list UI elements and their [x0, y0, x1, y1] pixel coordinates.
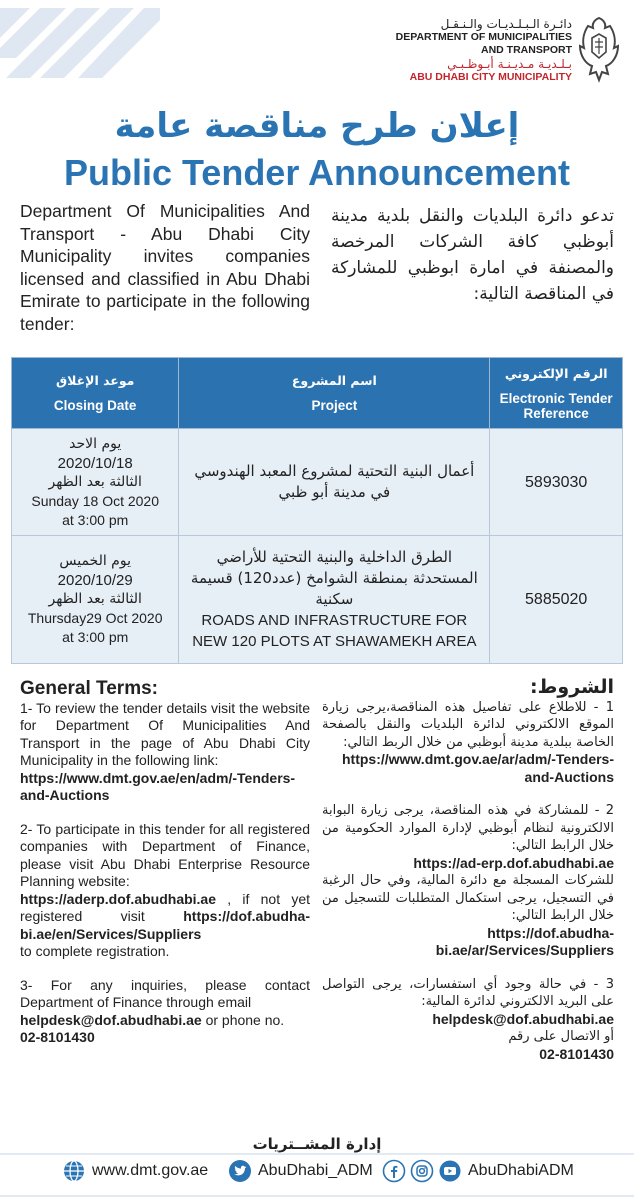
term-2-en: 2- To participate in this tender for all registered companies with Department of Finance, please visit Abu Dhabi Enterprise Resource Planning website: https://aderp.dof.abudhabi.ae , if not yet registered visit https://dof.abudha-bi.ae/en/Services/Suppliers to complete registration. [20, 820, 310, 959]
footer-twitter[interactable] [228, 1159, 373, 1183]
city-name-en: ABU DHABI CITY MUNICIPALITY [409, 70, 572, 83]
terms-heading-ar: الشروط: [530, 676, 614, 698]
footer-social[interactable] [382, 1159, 574, 1183]
title-en: Public Tender Announcement [63, 152, 571, 193]
suppliers-link-ar[interactable]: https://dof.abudha-bi.ae/ar/Services/Suppliers [435, 924, 614, 958]
erp-link-en[interactable]: https://aderp.dof.abudhabi.ae [20, 890, 217, 907]
closing-date-cell: يوم الخميس 2020/10/29 الثالثة بعد الظهر Thursday29 Oct 2020 at 3:00 pm [12, 536, 179, 664]
email-link-ar[interactable]: helpdesk@dof.abudhabi.ae [432, 1010, 614, 1027]
term-1-ar: 1 - للاطلاع على تفاصيل هذه المناقصة،يرجى زيارة الموقع الالكتروني لدائرة البلديات والنقل بالصفحة الخاصة ببلدية مدينة أبوظبي من خلال الربط التالي: https://www.dmt.gov.ae/ar/adm/-Tenders-and-Auctions [322, 699, 614, 785]
term-3-ar: 3 - في حالة وجود أي استفسارات، يرجى التواصل على البريد الالكتروني لدائرة المالية: helpdesk@dof.abudhabi.ae أو الاتصال على رقم 02-8101430 [322, 976, 614, 1062]
dept-name-en-1: DEPARTMENT OF MUNICIPALITIES [395, 31, 572, 44]
tenders-link-en[interactable]: https://www.dmt.gov.ae/en/adm/-Tenders-and-Auctions [20, 769, 296, 803]
falcon-emblem-icon [576, 14, 622, 86]
closing-date-cell: يوم الاحد 2020/10/18 الثالثة بعد الظهر Sunday 18 Oct 2020 at 3:00 pm [12, 429, 179, 536]
facebook-icon [382, 1159, 406, 1183]
header-reference: الرقم الإلكتروني Electronic Tender Reference [490, 358, 623, 429]
table-header-row [12, 358, 623, 429]
procurement-signature: إدارة المشــتريات [252, 1135, 382, 1153]
phone-en: 02-8101430 [20, 1029, 95, 1045]
city-name-ar: بـلـديـة مـديـنـة أبـوظـبـي [447, 56, 572, 71]
tender-table [11, 357, 623, 664]
phone-ar: 02-8101430 [539, 1045, 614, 1062]
youtube-icon [438, 1159, 462, 1183]
project-cell: الطرق الداخلية والبنية التحتية للأراضي المستحدثة بمنطقة الشوامخ (عدد120) قسيمة سكنية ROADS AND INFRASTRUCTURE FOR NEW 120 PLOTS AT SHAWAMEKH AREA [179, 536, 490, 664]
dept-name-ar: دائـرة الـبـلـديـات والـنـقـل [440, 17, 572, 31]
tenders-link-ar[interactable]: https://www.dmt.gov.ae/ar/adm/-Tenders-and-Auctions [342, 751, 614, 785]
title-ar: إعلان طرح مناقصة عامة [114, 106, 520, 146]
twitter-handle: AbuDhabi_ADM [258, 1162, 373, 1179]
table-row [12, 536, 623, 664]
term-2-ar: 2 - للمشاركة في هذه المناقصة، يرجى زيارة البوابة الالكترونية لنظام أبوظبي لإدارة الموارد الحكومية من خلال الرابط التالي: https://ad-erp.dof.abudhabi.ae للشركات المسجلة مع دائرة المالية، وفي حال الرغبة في التسجيل، يرجى استكمال المتطلبات للتسجيل من خلال الرابط التالي: https://dof.abudha-bi.ae/ar/Services/Suppliers [322, 803, 614, 958]
table-row [12, 429, 623, 536]
intro-ar: تدعو دائرة البلديات والنقل بلدية مدينة أبوظبي كافة الشركات المرخصة والمصنفة في امارة ابوظبي للمشاركة في المناقصة التالية: [331, 206, 614, 304]
terms-heading-en: General Terms: [20, 678, 158, 699]
header-project: اسم المشروع Project [179, 358, 490, 429]
social-handle: AbuDhabiADM [468, 1162, 574, 1179]
website-text: www.dmt.gov.ae [92, 1162, 209, 1179]
email-link-en[interactable]: helpdesk@dof.abudhabi.ae [20, 1011, 202, 1028]
reference-cell: 5893030 [490, 429, 623, 536]
reference-cell: 5885020 [490, 536, 623, 664]
intro-en: Department Of Municipalities And Transport - Abu Dhabi City Municipality invites companies licensed and classified in Abu Dhabi Emirate to participate in the following tender: [20, 201, 310, 334]
logo-text [396, 17, 572, 84]
globe-icon [62, 1159, 86, 1183]
term-3-en: 3- For any inquiries, please contact Department of Finance through email helpdesk@dof.abudhabi.ae or phone no. 02-8101430 [20, 976, 310, 1045]
term-1-en: 1- To review the tender details visit the website for Department Of Municipalities And Transport in the page of Abu Dhabi City Municipality in the following link: https://www.dmt.gov.ae/en/adm/-Tenders-and-Auctions [20, 699, 310, 803]
twitter-icon [228, 1159, 252, 1183]
header-closing-date: موعد الإغلاق Closing Date [12, 358, 179, 429]
suppliers-link-en[interactable]: https://dof.abudha-bi.ae/en/Services/Suppliers [20, 908, 310, 942]
erp-link-ar[interactable]: https://ad-erp.dof.abudhabi.ae [413, 854, 614, 871]
general-terms-en [20, 680, 310, 1063]
instagram-icon [410, 1159, 434, 1183]
project-cell: أعمال البنية التحتية لمشروع المعبد الهندوسي في مدينة أبو ظبي [179, 429, 490, 536]
general-terms-ar [322, 676, 614, 1079]
footer-website[interactable] [62, 1159, 208, 1183]
dept-name-en-2: AND TRANSPORT [481, 43, 572, 56]
decorative-stripes [0, 0, 160, 80]
